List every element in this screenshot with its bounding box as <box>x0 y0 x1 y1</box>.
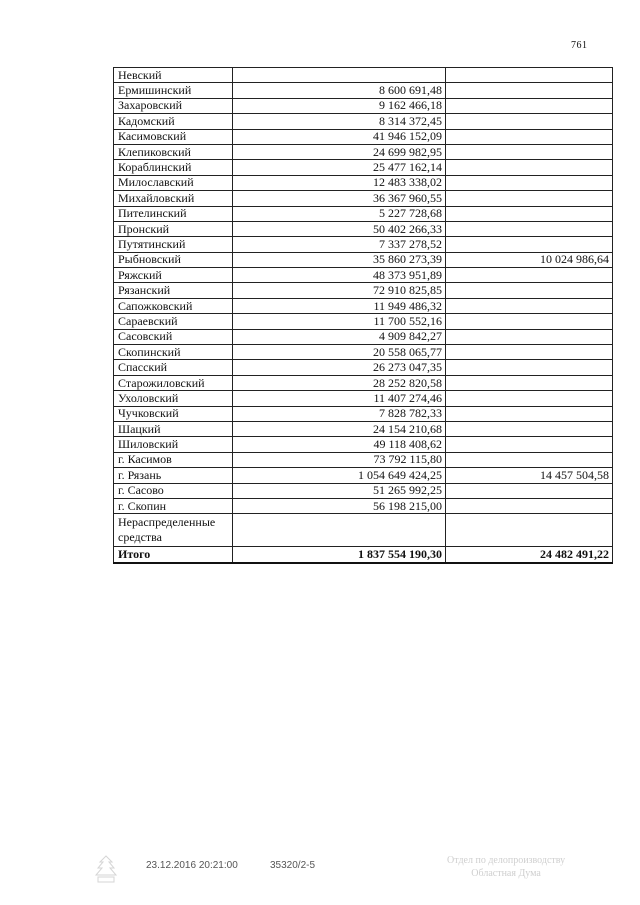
additional-amount-cell <box>446 345 613 360</box>
table-row <box>114 114 613 129</box>
additional-amount-cell <box>446 68 613 83</box>
table-row <box>114 375 613 390</box>
amount-cell: 73 792 115,80 <box>233 452 446 467</box>
district-name-cell: Чучковский <box>114 406 233 421</box>
stamp-line-1: Отдел по делопроизводству <box>447 855 566 866</box>
district-name-cell: г. Скопин <box>114 498 233 513</box>
district-name-cell: Старожиловский <box>114 375 233 390</box>
additional-amount-cell <box>446 406 613 421</box>
amount-cell: 25 477 162,14 <box>233 160 446 175</box>
additional-amount-cell <box>446 129 613 144</box>
table-row <box>114 498 613 513</box>
table-row <box>114 68 613 83</box>
amount-cell: 20 558 065,77 <box>233 345 446 360</box>
registration-stamp <box>447 854 565 880</box>
amount-cell: 28 252 820,58 <box>233 375 446 390</box>
district-name-cell: Михайловский <box>114 191 233 206</box>
district-name-cell: Путятинский <box>114 237 233 252</box>
amount-cell: 8 314 372,45 <box>233 114 446 129</box>
footer-doc-code: 35320/2-5 <box>270 860 316 871</box>
amount-cell: 36 367 960,55 <box>233 191 446 206</box>
district-name-cell: г. Рязань <box>114 468 233 483</box>
amount-cell <box>233 514 446 547</box>
additional-amount-cell <box>446 268 613 283</box>
district-name-cell: Сапожковский <box>114 298 233 313</box>
district-name-cell: Ермишинский <box>114 83 233 98</box>
table-row <box>114 83 613 98</box>
additional-amount-cell: 10 024 986,64 <box>446 252 613 267</box>
amount-cell: 4 909 842,27 <box>233 329 446 344</box>
additional-amount-cell <box>446 375 613 390</box>
additional-amount-cell <box>446 221 613 236</box>
table-row <box>114 437 613 452</box>
table-row <box>114 221 613 236</box>
amount-cell: 7 337 278,52 <box>233 237 446 252</box>
table-row <box>114 391 613 406</box>
district-name-cell: Рязанский <box>114 283 233 298</box>
district-name-cell: Захаровский <box>114 98 233 113</box>
amount-cell: 51 265 992,25 <box>233 483 446 498</box>
table-row <box>114 237 613 252</box>
table-row <box>114 191 613 206</box>
table-row <box>114 144 613 159</box>
amount-cell: 11 407 274,46 <box>233 391 446 406</box>
additional-amount-cell <box>446 421 613 436</box>
additional-amount-cell <box>446 175 613 190</box>
district-name-cell: Ухоловский <box>114 391 233 406</box>
district-name-cell: Нераспределенные средства <box>114 514 233 547</box>
district-name-cell: Скопинский <box>114 345 233 360</box>
additional-amount-cell <box>446 514 613 547</box>
table-row <box>114 468 613 483</box>
district-name-cell: Шацкий <box>114 421 233 436</box>
district-name-cell: г. Касимов <box>114 452 233 467</box>
table-row <box>114 98 613 113</box>
additional-amount-cell <box>446 298 613 313</box>
district-name-cell: Пителинский <box>114 206 233 221</box>
amount-cell: 49 118 408,62 <box>233 437 446 452</box>
table-row <box>114 268 613 283</box>
amount-cell: 7 828 782,33 <box>233 406 446 421</box>
additional-amount-cell <box>446 206 613 221</box>
footer-timestamp: 23.12.2016 20:21:00 <box>146 860 238 871</box>
district-name-cell: Кадомский <box>114 114 233 129</box>
table-row <box>114 129 613 144</box>
additional-amount-cell <box>446 283 613 298</box>
amount-cell: 11 949 486,32 <box>233 298 446 313</box>
additional-amount-cell <box>446 83 613 98</box>
additional-amount-cell <box>446 191 613 206</box>
unallocated-row <box>114 514 613 547</box>
additional-amount-cell <box>446 98 613 113</box>
amount-cell: 41 946 152,09 <box>233 129 446 144</box>
amount-cell: 24 699 982,95 <box>233 144 446 159</box>
table-row <box>114 314 613 329</box>
amount-cell: 35 860 273,39 <box>233 252 446 267</box>
amount-cell: 26 273 047,35 <box>233 360 446 375</box>
district-name-cell: Милославский <box>114 175 233 190</box>
table-row <box>114 483 613 498</box>
district-name-cell: Клепиковский <box>114 144 233 159</box>
table-row <box>114 360 613 375</box>
table-row <box>114 421 613 436</box>
stamp-line-2: Областная Дума <box>471 868 541 879</box>
amount-cell: 11 700 552,16 <box>233 314 446 329</box>
district-name-cell: г. Сасово <box>114 483 233 498</box>
table-row <box>114 298 613 313</box>
additional-amount-cell <box>446 314 613 329</box>
amount-cell <box>233 68 446 83</box>
amount-cell: 8 600 691,48 <box>233 83 446 98</box>
table-row <box>114 329 613 344</box>
additional-amount-cell <box>446 114 613 129</box>
amount-cell: 12 483 338,02 <box>233 175 446 190</box>
amount-cell: 5 227 728,68 <box>233 206 446 221</box>
amount-cell: 24 154 210,68 <box>233 421 446 436</box>
additional-amount-cell: 14 457 504,58 <box>446 468 613 483</box>
table-body <box>114 68 613 563</box>
district-name-cell: Сасовский <box>114 329 233 344</box>
district-name-cell: Итого <box>114 547 233 563</box>
additional-amount-cell <box>446 329 613 344</box>
table-row <box>114 345 613 360</box>
additional-amount-cell <box>446 452 613 467</box>
amount-cell: 56 198 215,00 <box>233 498 446 513</box>
amount-cell: 1 054 649 424,25 <box>233 468 446 483</box>
total-row <box>114 547 613 563</box>
page-footer <box>0 855 640 890</box>
additional-amount-cell <box>446 391 613 406</box>
district-name-cell: Пронский <box>114 221 233 236</box>
table-row <box>114 175 613 190</box>
amount-cell: 72 910 825,85 <box>233 283 446 298</box>
additional-amount-cell <box>446 437 613 452</box>
district-name-cell: Сараевский <box>114 314 233 329</box>
district-name-cell: Шиловский <box>114 437 233 452</box>
district-name-cell: Кораблинский <box>114 160 233 175</box>
table-row <box>114 160 613 175</box>
additional-amount-cell <box>446 144 613 159</box>
district-name-cell: Спасский <box>114 360 233 375</box>
amount-cell: 1 837 554 190,30 <box>233 547 446 563</box>
page-number: 761 <box>571 40 588 51</box>
additional-amount-cell <box>446 237 613 252</box>
district-name-cell: Невский <box>114 68 233 83</box>
additional-amount-cell <box>446 483 613 498</box>
table-row <box>114 452 613 467</box>
additional-amount-cell: 24 482 491,22 <box>446 547 613 563</box>
district-name-cell: Касимовский <box>114 129 233 144</box>
district-name-cell: Ряжский <box>114 268 233 283</box>
additional-amount-cell <box>446 498 613 513</box>
amount-cell: 50 402 266,33 <box>233 221 446 236</box>
table-row <box>114 406 613 421</box>
seal-icon <box>92 854 120 884</box>
amount-cell: 48 373 951,89 <box>233 268 446 283</box>
table-row <box>114 283 613 298</box>
table-row <box>114 206 613 221</box>
budget-table <box>113 67 613 564</box>
table-row <box>114 252 613 267</box>
district-name-cell: Рыбновский <box>114 252 233 267</box>
additional-amount-cell <box>446 360 613 375</box>
amount-cell: 9 162 466,18 <box>233 98 446 113</box>
additional-amount-cell <box>446 160 613 175</box>
